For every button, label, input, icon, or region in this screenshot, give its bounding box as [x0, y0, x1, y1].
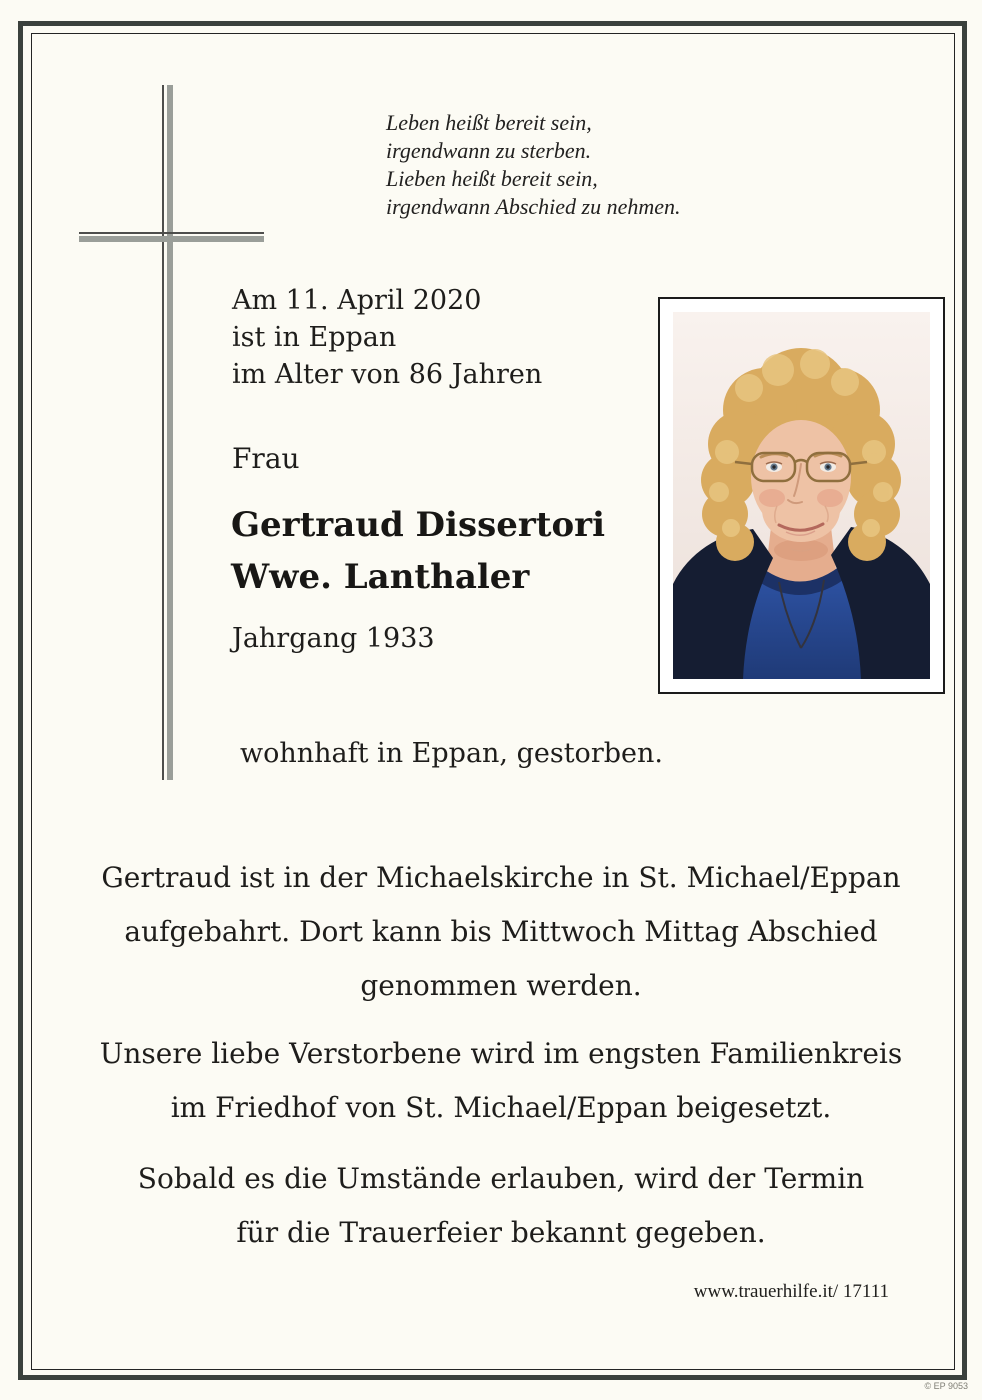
paragraph-line: aufgebahrt. Dort kann bis Mittwoch Mittag Abschied	[124, 915, 878, 948]
portrait-photo	[658, 297, 945, 694]
website-reference: www.trauerhilfe.it/ 17111	[693, 1281, 889, 1302]
paragraph-line: im Friedhof von St. Michael/Eppan beigesetzt.	[170, 1091, 832, 1124]
cross-horizontal-line	[79, 232, 264, 234]
birth-year: Jahrgang 1933	[232, 623, 435, 654]
portrait-photo-image	[673, 312, 930, 679]
memorial-quote	[386, 109, 681, 221]
paragraph-line: genommen werden.	[360, 969, 642, 1002]
death-date-line: Am 11. April 2020	[232, 285, 482, 316]
quote-line: Lieben heißt bereit sein,	[386, 166, 598, 191]
death-date-block	[232, 282, 542, 393]
paragraph-line: Sobald es die Umstände erlauben, wird der Termin	[137, 1162, 865, 1195]
ceremony-paragraph	[50, 1152, 952, 1260]
deceased-name	[231, 499, 605, 603]
cross-vertical-line	[162, 85, 164, 780]
cross-vertical-bar	[167, 85, 173, 780]
deceased-name-line: Gertraud Dissertori	[231, 505, 605, 545]
paragraph-line: Gertraud ist in der Michaelskirche in St. Michael/Eppan	[101, 861, 901, 894]
deceased-name-line: Wwe. Lanthaler	[231, 557, 530, 597]
paragraph-line: für die Trauerfeier bekannt gegeben.	[236, 1216, 766, 1249]
cross-horizontal-bar	[79, 236, 264, 242]
laying-out-paragraph	[50, 851, 952, 1013]
death-place-line: ist in Eppan	[232, 322, 397, 353]
quote-line: irgendwann Abschied zu nehmen.	[386, 194, 681, 219]
burial-paragraph	[50, 1027, 952, 1135]
paragraph-line: Unsere liebe Verstorbene wird im engsten Familienkreis	[99, 1037, 903, 1070]
quote-line: Leben heißt bereit sein,	[386, 110, 592, 135]
salutation: Frau	[232, 442, 300, 475]
print-code: © EP 9053	[924, 1381, 968, 1391]
death-age-line: im Alter von 86 Jahren	[232, 359, 543, 390]
quote-line: irgendwann zu sterben.	[386, 138, 592, 163]
residence-line: wohnhaft in Eppan, gestorben.	[240, 738, 663, 769]
